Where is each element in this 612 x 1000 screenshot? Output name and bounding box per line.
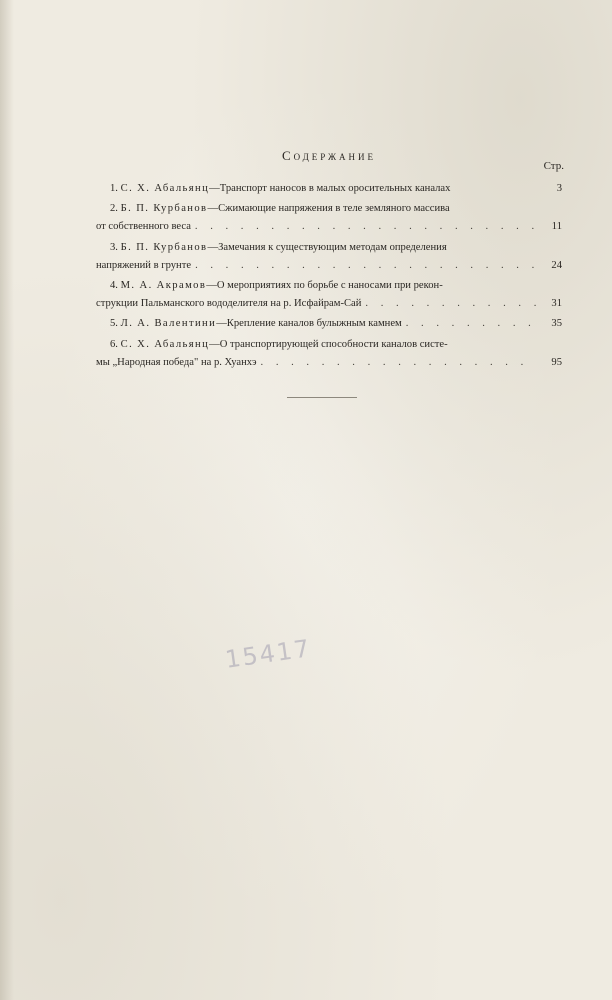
- entry-page: 35: [551, 318, 562, 330]
- entry-title: —Транспорт наносов в малых оросительных каналах: [209, 183, 451, 194]
- entry-page: 11: [551, 221, 562, 233]
- toc-entry-5: [96, 315, 562, 333]
- entry-title: —Сжимающие напряжения в теле земляного массива: [207, 203, 450, 215]
- entry-title-continued: напряжений в грунте: [96, 259, 192, 271]
- entry-number: 5.: [110, 318, 118, 330]
- toc-entry-1: [96, 180, 562, 198]
- entry-title: —Замечания к существующим методам определения: [207, 241, 447, 253]
- table-of-contents: [96, 148, 562, 374]
- toc-entry-2: [96, 200, 562, 236]
- entry-title-continued: от собственного веса: [96, 221, 191, 233]
- entry-page: 31: [551, 298, 562, 310]
- dot-leader: [365, 295, 536, 313]
- entry-title-continued: струкции Пальманского вододелителя на р. Исфайрам-Сай: [96, 298, 362, 310]
- page-column-label: Стр.: [543, 160, 564, 172]
- dot-leader: [261, 354, 536, 372]
- toc-list: [96, 180, 562, 372]
- entry-page: 3: [556, 183, 562, 194]
- toc-entry-3: [96, 239, 562, 275]
- entry-page: 24: [551, 259, 562, 271]
- page-edge-shadow: [0, 0, 14, 1000]
- entry-author: Б. П. Курбанов: [120, 241, 208, 253]
- entry-author: Б. П. Курбанов: [120, 203, 208, 215]
- entry-number: 4.: [110, 280, 118, 292]
- entry-number: 1.: [110, 183, 118, 194]
- section-divider: [287, 397, 357, 398]
- entry-page: 95: [551, 356, 562, 368]
- entry-number: 6.: [110, 338, 118, 350]
- library-stamp: 15417: [223, 634, 313, 674]
- toc-entry-6: [96, 336, 562, 372]
- dot-leader: [195, 218, 536, 236]
- entry-author: М. А. Акрамов: [120, 280, 207, 292]
- entry-author: С. Х. Абальянц: [120, 338, 210, 350]
- entry-author: С. Х. Абальянц: [120, 183, 210, 194]
- dot-leader: [406, 315, 536, 333]
- entry-author: Л. А. Валентини: [120, 318, 217, 330]
- entry-number: 3.: [110, 241, 118, 253]
- entry-title: —Крепление каналов булыжным камнем: [216, 318, 402, 330]
- dot-leader: [195, 257, 536, 275]
- entry-number: 2.: [110, 203, 118, 215]
- entry-title: —О транспортирующей способности каналов систе-: [209, 338, 448, 350]
- entry-title: —О мероприятиях по борьбе с наносами при рекон-: [206, 280, 443, 292]
- entry-title-continued: мы „Народная победа" на р. Хуанхэ: [96, 356, 257, 368]
- toc-entry-4: [96, 277, 562, 313]
- toc-title: Содержание: [281, 148, 377, 163]
